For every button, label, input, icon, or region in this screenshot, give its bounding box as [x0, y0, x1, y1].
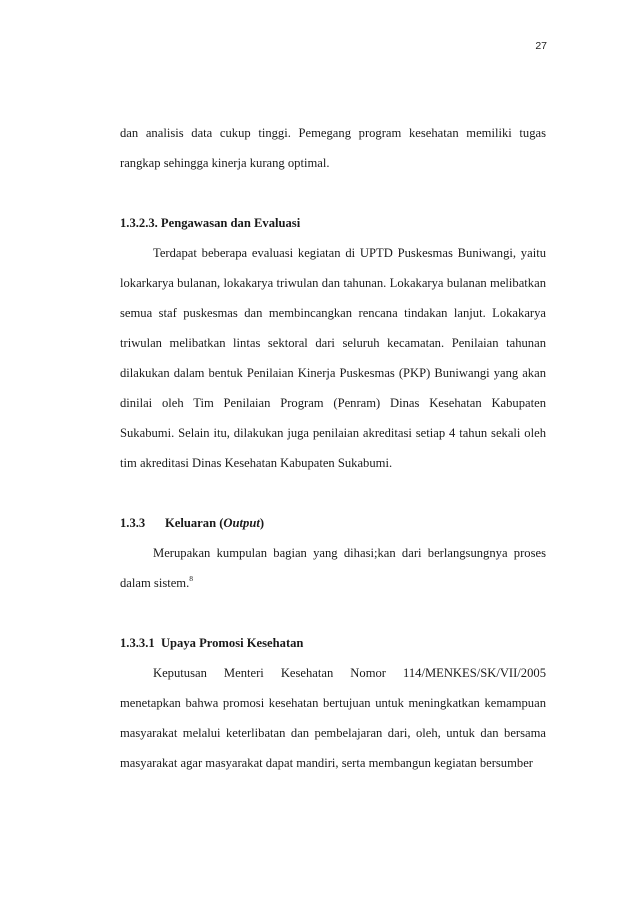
section-title: Keluaran ( [165, 516, 224, 530]
page-number: 27 [535, 40, 547, 52]
page-body [120, 118, 546, 778]
section-heading-keluaran [120, 508, 546, 538]
footnote-reference: 8 [189, 574, 194, 583]
section-number: 1.3.3.1 [120, 636, 155, 650]
spacer [120, 598, 546, 628]
section-number: 1.3.3 [120, 516, 146, 530]
paragraph-evaluasi: Terdapat beberapa evaluasi kegiatan di UPTD Puskesmas Buniwangi, yaitu lokarkarya bulanan, lokakarya triwulan dan tahunan. Lokakarya bulanan melibatkan semua staf puskesmas dan membincangkan rencana tindakan lanjut. Lokakarya triwulan melibatkan lintas sektoral dari seluruh kecamatan. Penilaian tahunan dilakukan dalam bentuk Penilaian Kinerja Puskesmas (PKP) Buniwangi yang akan dinilai oleh Tim Penilaian Program (Penram) Dinas Kesehatan Kabupaten Sukabumi. Selain itu, dilakukan juga penilaian akreditasi setiap 4 tahun sekali oleh tim akreditasi Dinas Kesehatan Kabupaten Sukabumi. [120, 246, 546, 470]
paragraph-keluaran [120, 538, 546, 598]
paragraph-continuation: dan analisis data cukup tinggi. Pemegang program kesehatan memiliki tugas rangkap sehingga kinerja kurang optimal. [120, 126, 546, 170]
spacer [120, 478, 546, 508]
paragraph-promosi: Keputusan Menteri Kesehatan Nomor 114/MENKES/SK/VII/2005 menetapkan bahwa promosi kesehatan bertujuan untuk meningkatkan kemampuan masyarakat melalui keterlibatan dan pembelajaran dari, oleh, untuk dan bersama masyarakat agar masyarakat dapat mandiri, serta membangun kegiatan bersumber [120, 666, 546, 770]
section-heading-promosi [120, 628, 546, 658]
section-title-close: ) [259, 516, 265, 530]
spacer [120, 178, 546, 208]
section-title: Upaya Promosi Kesehatan [160, 636, 304, 650]
section-title-italic: Output [223, 516, 260, 530]
paragraph-keluaran-text: Merupakan kumpulan bagian yang dihasi;kan dari berlangsungnya proses dalam sistem. [120, 546, 546, 590]
section-heading-pengawasan: 1.3.2.3. Pengawasan dan Evaluasi [120, 216, 301, 230]
